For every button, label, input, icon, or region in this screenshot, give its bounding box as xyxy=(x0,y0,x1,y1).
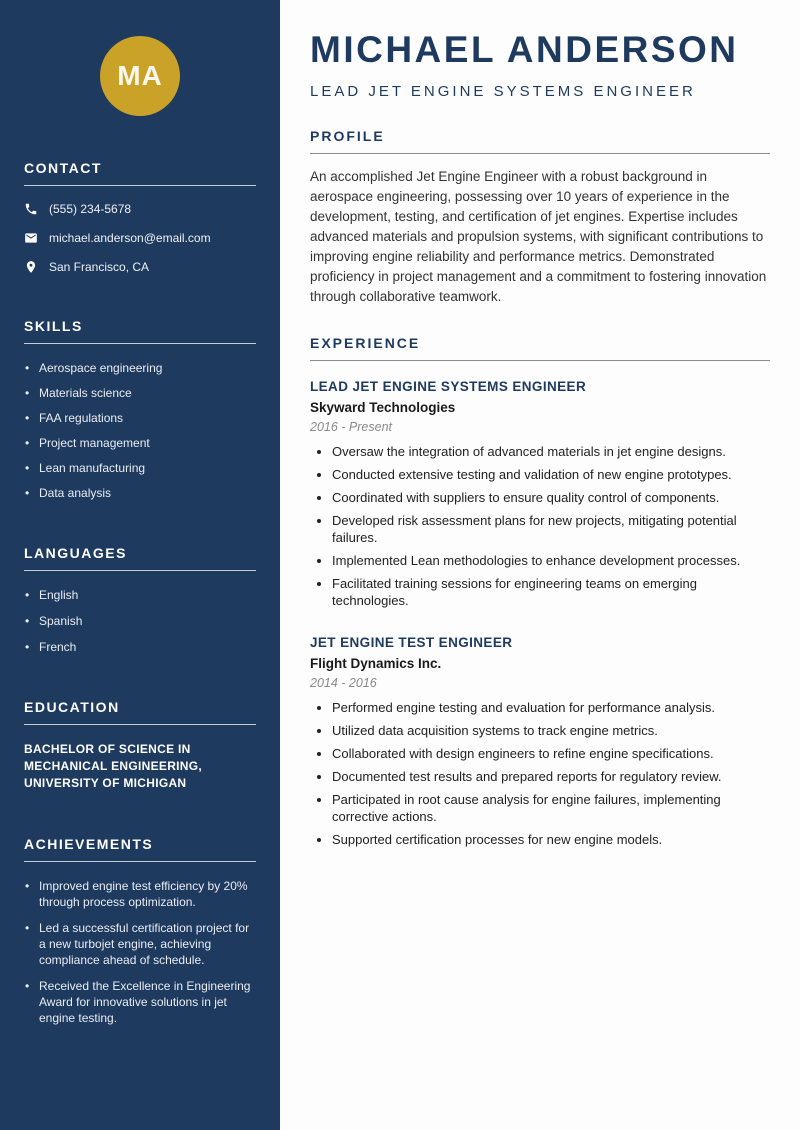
sidebar xyxy=(0,0,280,1130)
skills-heading: SKILLS xyxy=(24,318,256,344)
avatar-initials: MA xyxy=(117,60,163,91)
education-heading: EDUCATION xyxy=(24,699,256,725)
language-item: • Spanish xyxy=(24,613,256,629)
experience-section xyxy=(310,335,770,848)
resume-title: LEAD JET ENGINE SYSTEMS ENGINEER xyxy=(310,82,696,100)
language-item: • English xyxy=(24,587,256,603)
profile-heading: PROFILE xyxy=(310,128,770,154)
skills-section xyxy=(24,318,256,501)
profile-text: An accomplished Jet Engine Engineer with a robust background in aerospace engineering, possessing over 10 years of experience in the development, testing, and certification of jet engines. Expertise includes advanced materials and propulsion systems, with significant contributions to improving engine reliability and performance metrics. Demonstrated proficiency in project management and a commitment to fostering innovation through collaborative teamwork. xyxy=(310,168,767,304)
skill-item: • Lean manufacturing xyxy=(24,460,256,476)
job-company: Skyward Technologies xyxy=(310,399,456,415)
achievement-item: • Improved engine test efficiency by 20% through process optimization. xyxy=(24,878,256,910)
contact-item-email xyxy=(24,231,256,245)
skills-list xyxy=(24,360,256,501)
contact-email-text: michael.anderson@email.com xyxy=(49,231,211,245)
skill-item: • Aerospace engineering xyxy=(24,360,256,376)
achievement-item: • Received the Excellence in Engineering Award for innovative solutions in jet engine testing. xyxy=(24,978,256,1026)
skill-item: • FAA regulations xyxy=(24,410,256,426)
main-content xyxy=(280,0,800,1130)
job-title: LEAD JET ENGINE SYSTEMS ENGINEER xyxy=(310,378,587,394)
job-bullet: • Collaborated with design engineers to refine engine specifications. xyxy=(332,745,770,762)
job-bullet: • Performed engine testing and evaluation for performance analysis. xyxy=(332,699,770,716)
avatar xyxy=(100,36,180,116)
job-company: Flight Dynamics Inc. xyxy=(310,655,442,671)
education-section xyxy=(24,699,256,792)
phone-icon xyxy=(24,202,38,216)
achievements-section xyxy=(24,836,256,1026)
job-dates: 2016 - Present xyxy=(310,419,392,434)
education-degree: BACHELOR OF SCIENCE IN MECHANICAL ENGINEERING, UNIVERSITY OF MICHIGAN xyxy=(24,742,203,790)
experience-heading: EXPERIENCE xyxy=(310,335,770,361)
job-bullet: • Oversaw the integration of advanced materials in jet engine designs. xyxy=(332,443,770,460)
achievement-item: • Led a successful certification project for a new turbojet engine, achieving compliance ahead of schedule. xyxy=(24,920,256,968)
achievements-heading: ACHIEVEMENTS xyxy=(24,836,256,862)
skill-item: • Project management xyxy=(24,435,256,451)
contact-section xyxy=(24,160,256,274)
job-title: JET ENGINE TEST ENGINEER xyxy=(310,634,513,650)
email-icon xyxy=(24,231,38,245)
profile-section xyxy=(310,128,770,307)
job-bullet: • Implemented Lean methodologies to enhance development processes. xyxy=(332,552,770,569)
job-bullet-list xyxy=(310,699,770,848)
languages-list xyxy=(24,587,256,655)
location-icon xyxy=(24,260,38,274)
contact-location-text: San Francisco, CA xyxy=(49,260,150,274)
job-bullet: • Developed risk assessment plans for new projects, mitigating potential failures. xyxy=(332,512,770,546)
skill-item: • Materials science xyxy=(24,385,256,401)
resume-name: MICHAEL ANDERSON xyxy=(310,29,739,70)
job-bullet: • Coordinated with suppliers to ensure quality control of components. xyxy=(332,489,770,506)
contact-phone-text: (555) 234-5678 xyxy=(49,202,132,216)
contact-item-location xyxy=(24,260,256,274)
languages-heading: LANGUAGES xyxy=(24,545,256,571)
job-entry xyxy=(310,635,770,848)
contact-item-phone xyxy=(24,202,256,216)
languages-section xyxy=(24,545,256,655)
job-bullet: • Conducted extensive testing and validation of new engine prototypes. xyxy=(332,466,770,483)
job-bullet: • Participated in root cause analysis for engine failures, implementing corrective actions. xyxy=(332,791,770,825)
contact-heading: CONTACT xyxy=(24,160,256,186)
skill-item: • Data analysis xyxy=(24,485,256,501)
job-bullet: • Utilized data acquisition systems to track engine metrics. xyxy=(332,722,770,739)
job-bullet: • Supported certification processes for new engine models. xyxy=(332,831,770,848)
language-item: • French xyxy=(24,639,256,655)
job-bullet: • Facilitated training sessions for engineering teams on emerging technologies. xyxy=(332,575,770,609)
achievements-list xyxy=(24,878,256,1026)
job-dates: 2014 - 2016 xyxy=(310,675,377,690)
job-bullet: • Documented test results and prepared reports for regulatory review. xyxy=(332,768,770,785)
job-entry xyxy=(310,379,770,609)
job-bullet-list xyxy=(310,443,770,609)
